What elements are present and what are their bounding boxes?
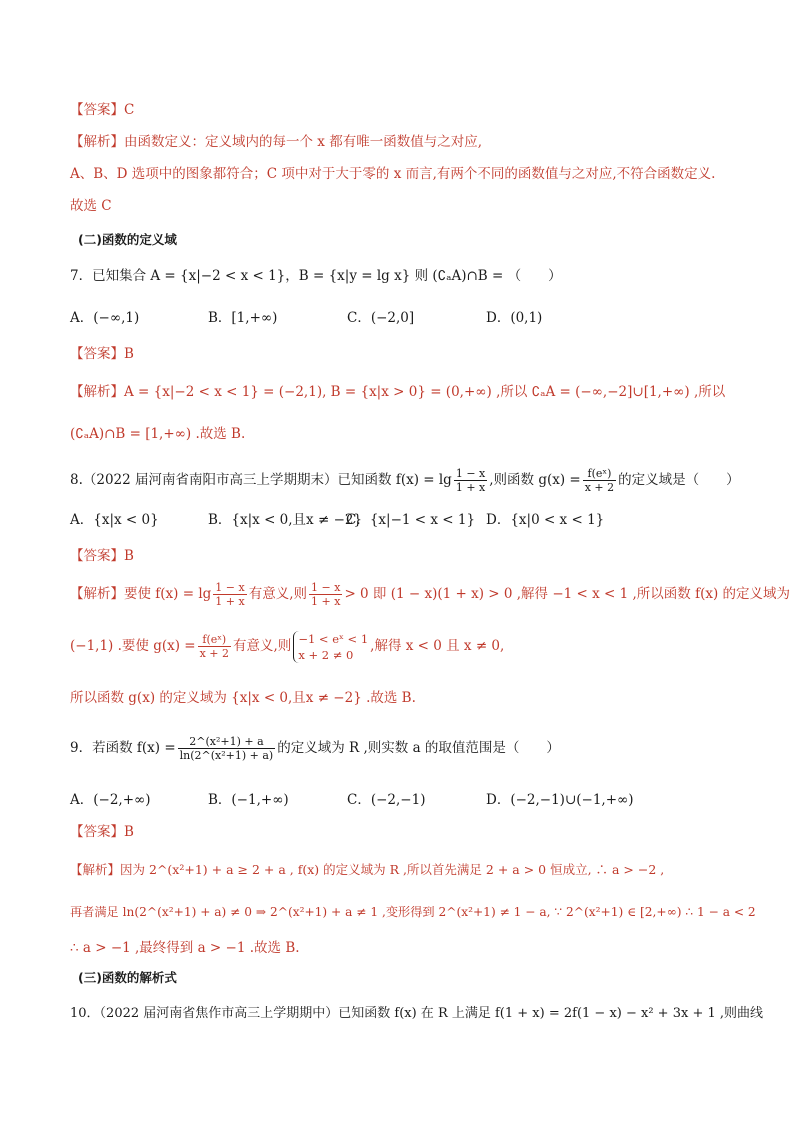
fraction-numerator: f(eˣ) xyxy=(198,633,231,647)
q7-answer: B xyxy=(124,346,134,362)
q9-analysis-line2: 再者满足 ln(2^(x²+1) + a) ≠ 0 ⇒ 2^(x²+1) + a ≠ 1 ,变形得到 2^(x²+1) ≠ 1 − a, ∵ 2^(x²+1) ∈ [2,+∞) ∴ 1 − a < 2 xyxy=(70,905,756,919)
fraction-denominator: ln(2^(x²+1) + a) xyxy=(179,749,274,762)
answer-tag: 【答案】 xyxy=(70,548,124,564)
q8-a2-system xyxy=(293,631,368,663)
q8-stem-mid: ,则函数 g(x) = xyxy=(489,472,581,488)
fraction-denominator: 1 + x xyxy=(215,595,245,608)
q8-stem xyxy=(70,460,754,500)
q9-answer: B xyxy=(124,824,134,840)
answer-tag: 【答案】 xyxy=(70,824,124,840)
analysis-tag: 【解析】 xyxy=(70,134,124,150)
q7-option-b: B．[1,+∞) xyxy=(208,310,278,326)
q6-answer-line xyxy=(70,100,754,120)
q9-analysis-line1 xyxy=(70,860,754,880)
q8-stem-prefix: 8.（2022 届河南省南阳市高三上学期期末）已知函数 f(x) = lg xyxy=(70,472,452,488)
fraction-numerator: 1 − x xyxy=(455,467,486,480)
fraction-numerator: 1 − x xyxy=(215,581,245,594)
q9-option-a: A．(−2,+∞) xyxy=(70,792,151,808)
q7-option-a: A．(−∞,1) xyxy=(70,310,140,326)
q8-stem-fraction2 xyxy=(583,467,616,494)
q8-stem-fraction1 xyxy=(454,467,487,494)
q8-analysis-line2 xyxy=(70,626,754,666)
q9-stem-prefix: 9．若函数 f(x) = xyxy=(70,740,176,756)
fraction-denominator: x + 2 xyxy=(584,481,615,494)
q8-analysis-line3: 所以函数 g(x) 的定义域为 {x|x < 0,且x ≠ −2} .故选 B. xyxy=(70,690,416,706)
system-row-1: −1 < eˣ < 1 xyxy=(298,631,369,646)
q7-option-d: D．(0,1) xyxy=(486,310,543,326)
q9-stem-suffix: 的定义域为 R ,则实数 a 的取值范围是（ ） xyxy=(277,740,560,756)
q6-analysis-line3: 故选 C xyxy=(70,198,112,214)
q8-a1-prefix: 要使 f(x) = lg xyxy=(124,586,212,602)
analysis-tag: 【解析】 xyxy=(70,862,121,877)
q6-analysis-text1: 由函数定义：定义域内的每一个 x 都有唯一函数值与之对应, xyxy=(124,134,482,150)
section-heading-expression: (三)函数的解析式 xyxy=(78,970,177,985)
q9-stem-fraction xyxy=(178,735,276,762)
q8-stem-suffix: 的定义域是（ ） xyxy=(618,472,740,488)
q8-a2-fraction xyxy=(198,633,231,660)
q8-a1-fraction2 xyxy=(309,581,342,608)
fraction-denominator: x + 2 xyxy=(199,647,230,660)
q8-option-a: A．{x|x < 0} xyxy=(70,512,159,528)
q7-option-c: C．(−2,0] xyxy=(347,310,415,326)
q8-option-b: B．{x|x < 0,且x ≠ −2} xyxy=(208,512,363,528)
analysis-tag: 【解析】 xyxy=(70,384,124,400)
q7-answer-line xyxy=(70,344,754,364)
q9-option-c: C．(−2,−1) xyxy=(347,792,426,808)
q6-analysis-line1 xyxy=(70,132,754,152)
q6-answer: C xyxy=(124,102,135,118)
fraction-denominator: 1 + x xyxy=(455,481,486,494)
answer-tag: 【答案】 xyxy=(70,346,124,362)
fraction-numerator: 2^(x²+1) + a xyxy=(178,735,276,749)
q7-analysis-line1 xyxy=(70,382,754,402)
fraction-numerator: 1 − x xyxy=(311,581,341,594)
q8-option-c: C．{x|−1 < x < 1} xyxy=(346,512,476,528)
q8-a2-suffix: ,解得 x < 0 且 x ≠ 0, xyxy=(370,638,505,654)
q9-analysis-line3: ∴ a > −1 ,最终得到 a > −1 .故选 B. xyxy=(70,940,300,956)
q10-stem: 10．（2022 届河南省焦作市高三上学期期中）已知函数 f(x) 在 R 上满足 f(1 + x) = 2f(1 − x) − x² + 3x + 1 ,则曲线 xyxy=(70,1006,764,1021)
q8-a1-mid: 有意义,则 xyxy=(248,586,308,602)
analysis-tag: 【解析】 xyxy=(70,586,124,602)
q9-answer-line xyxy=(70,822,754,842)
q9-analysis-text1: 因为 2^(x²+1) + a ≥ 2 + a , f(x) 的定义域为 R ,所以首先满足 2 + a > 0 恒成立, ∴ a > −2 , xyxy=(120,862,665,877)
q7-analysis-line2: (∁ₐA)∩B = [1,+∞) .故选 B. xyxy=(70,426,246,442)
q8-option-d: D．{x|0 < x < 1} xyxy=(486,512,605,528)
q8-answer: B xyxy=(124,548,134,564)
answer-tag: 【答案】 xyxy=(70,102,124,118)
system-row-2: x + 2 ≠ 0 xyxy=(298,647,354,662)
fraction-denominator: 1 + x xyxy=(311,595,341,608)
q9-option-b: B．(−1,+∞) xyxy=(208,792,289,808)
section-heading-domain: (二)函数的定义域 xyxy=(78,232,177,247)
fraction-numerator: f(eˣ) xyxy=(583,467,616,481)
q9-option-d: D．(−2,−1)∪(−1,+∞) xyxy=(486,792,634,808)
q8-a2-mid: 有意义,则 xyxy=(233,638,292,654)
q8-answer-line xyxy=(70,546,754,566)
q8-a2-prefix: (−1,1) .要使 g(x) = xyxy=(70,638,196,654)
q8-a1-suffix: > 0 即 (1 − x)(1 + x) > 0 ,解得 −1 < x < 1 ,所以函数 f(x) 的定义域为 xyxy=(344,586,791,602)
q8-a1-fraction1 xyxy=(213,581,246,608)
q7-stem: 7．已知集合 A = {x|−2 < x < 1}，B = {x|y = lg x} 则 (∁ₐA)∩B = （ ） xyxy=(70,268,562,284)
q7-analysis-text1: A = {x|−2 < x < 1} = (−2,1), B = {x|x > 0} = (0,+∞) ,所以 ∁ₐA = (−∞,−2]∪[1,+∞) ,所以 xyxy=(124,384,726,400)
q8-analysis-line1 xyxy=(70,574,791,614)
q6-analysis-line2: A、B、D 选项中的图象都符合；C 项中对于大于零的 x 而言,有两个不同的函数值与之对应,不符合函数定义. xyxy=(70,166,716,182)
q9-stem xyxy=(70,726,754,770)
